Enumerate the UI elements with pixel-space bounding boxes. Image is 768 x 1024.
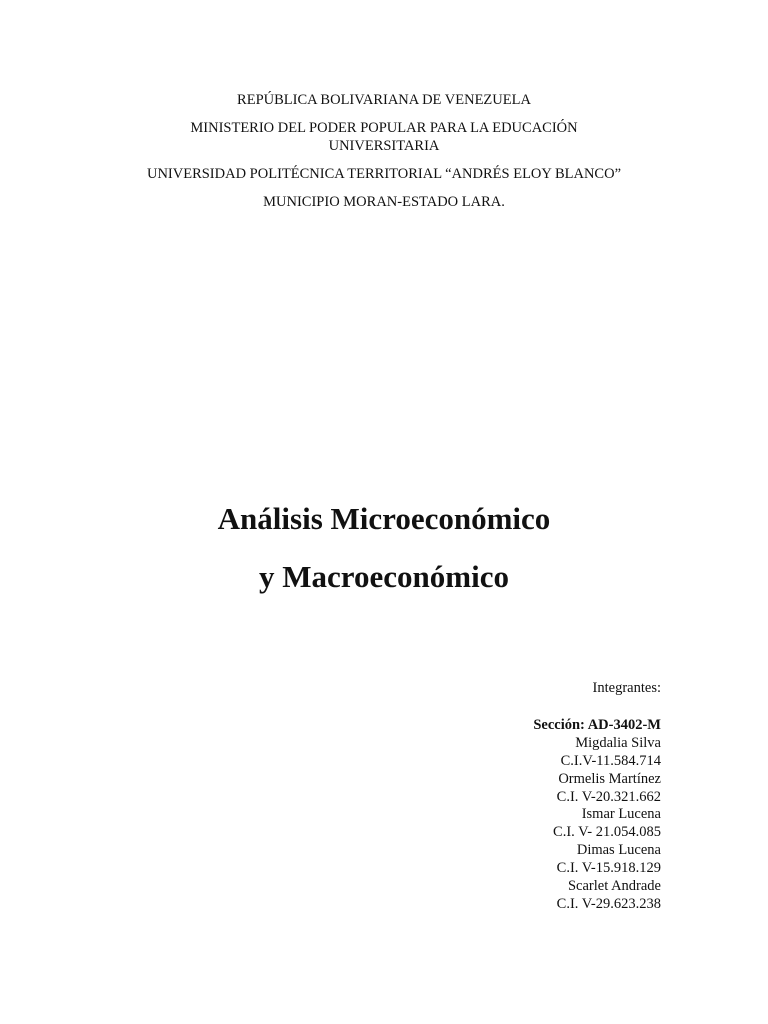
institution-header xyxy=(0,91,768,221)
header-line-ministry: MINISTERIO DEL PODER POPULAR PARA LA EDUCACIÓN UNIVERSITARIA xyxy=(190,120,578,154)
section-code: Sección: AD-3402-M xyxy=(533,716,661,733)
title-line-2: y Macroeconómico xyxy=(259,559,509,594)
member-id: C.I. V-20.321.662 xyxy=(556,788,661,805)
title-line-1: Análisis Microeconómico xyxy=(217,501,551,536)
member-name: Ismar Lucena xyxy=(581,806,661,823)
header-line-municipality: MUNICIPIO MORAN-ESTADO LARA. xyxy=(263,194,505,210)
members-block xyxy=(301,680,661,914)
member-name: Dimas Lucena xyxy=(576,842,661,859)
member-id: C.I. V- 21.054.085 xyxy=(553,824,661,841)
member-id: C.I.V-11.584.714 xyxy=(560,752,661,769)
document-title xyxy=(0,490,768,606)
members-intro: Integrantes: xyxy=(592,680,661,696)
member-id: C.I. V-29.623.238 xyxy=(556,895,661,912)
member-name: Scarlet Andrade xyxy=(567,878,661,895)
header-line-country: REPÚBLICA BOLIVARIANA DE VENEZUELA xyxy=(237,92,531,108)
member-name: Migdalia Silva xyxy=(575,734,661,751)
member-id: C.I. V-15.918.129 xyxy=(556,860,661,877)
member-name: Ormelis Martínez xyxy=(558,770,661,787)
header-line-university: UNIVERSIDAD POLITÉCNICA TERRITORIAL “ANDRÉS ELOY BLANCO” xyxy=(146,166,622,182)
